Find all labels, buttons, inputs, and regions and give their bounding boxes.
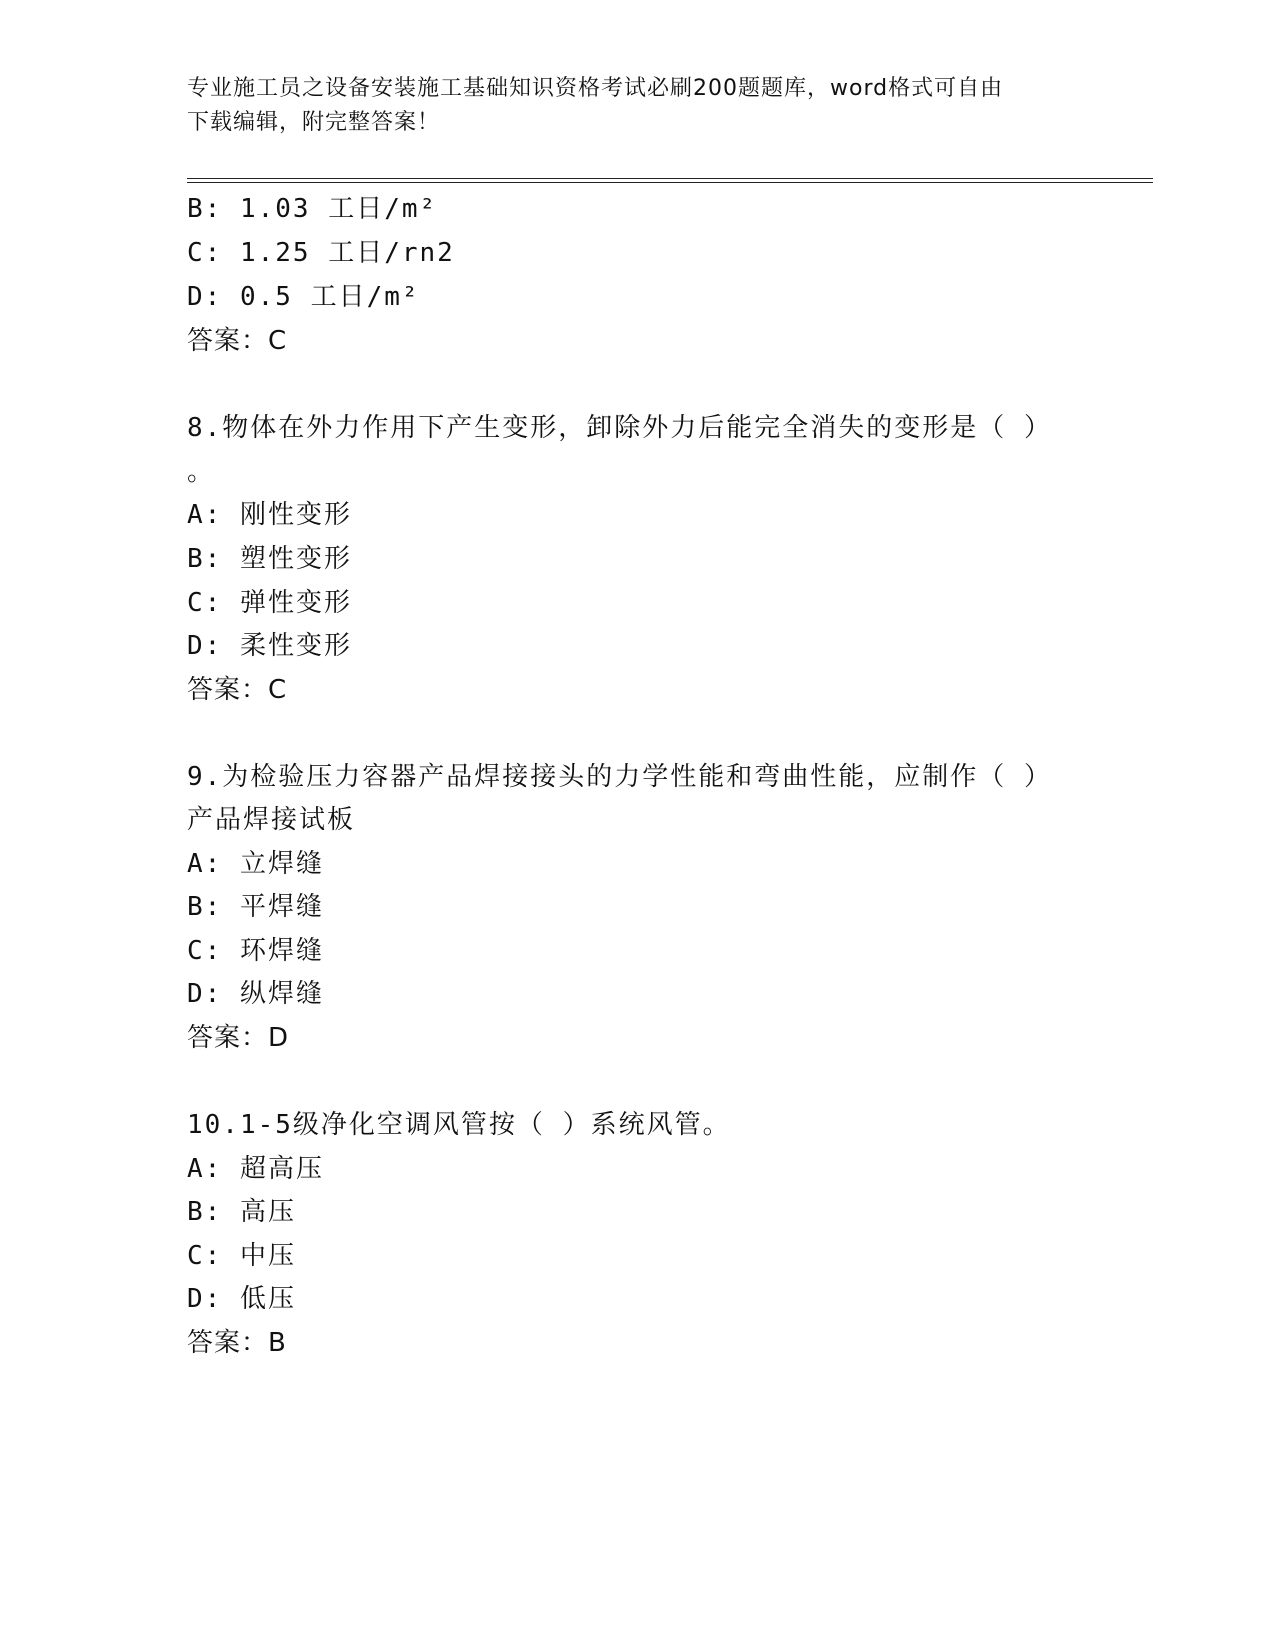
q10-answer: 答案：B — [187, 1328, 287, 1358]
q8-option-a: A: 刚性变形 — [187, 500, 352, 530]
q8-option-c: C: 弹性变形 — [187, 588, 352, 618]
q9-answer: 答案：D — [187, 1023, 290, 1053]
q10-stem: 10.1-5级净化空调风管按（ ）系统风管。 — [187, 1110, 731, 1140]
q8-answer: 答案：C — [187, 675, 288, 705]
q9-option-b: B: 平焊缝 — [187, 892, 324, 922]
q9-stem-line1: 9.为检验压力容器产品焊接接头的力学性能和弯曲性能，应制作（ ） — [187, 762, 1052, 792]
q9-option-c: C: 环焊缝 — [187, 936, 324, 966]
q8-stem-line1: 8.物体在外力作用下产生变形，卸除外力后能完全消失的变形是（ ） — [187, 413, 1052, 443]
q7-option-b: B: 1.03 工日/m² — [187, 194, 438, 224]
q8-option-b: B: 塑性变形 — [187, 544, 352, 574]
q8-stem-line2: 。 — [187, 457, 216, 487]
q9-option-d: D: 纵焊缝 — [187, 979, 324, 1009]
q10-option-c: C: 中压 — [187, 1241, 296, 1271]
q7-option-d: D: 0.5 工日/m² — [187, 282, 420, 312]
q10-option-b: B: 高压 — [187, 1197, 296, 1227]
header-title-line1: 专业施工员之设备安装施工基础知识资格考试必刷200题题库，word格式可自由 — [187, 76, 1004, 101]
q9-stem-line2: 产品焊接试板 — [187, 805, 356, 835]
q10-option-d: D: 低压 — [187, 1284, 296, 1314]
q10-option-a: A: 超高压 — [187, 1154, 324, 1184]
q9-option-a: A: 立焊缝 — [187, 849, 324, 879]
header-title-line2: 下载编辑，附完整答案！ — [187, 110, 441, 135]
q8-option-d: D: 柔性变形 — [187, 631, 352, 661]
header-divider-bottom — [187, 182, 1153, 183]
header-divider-top — [187, 178, 1153, 179]
document-header — [187, 72, 1067, 140]
q7-option-c: C: 1.25 工日/rn2 — [187, 238, 455, 268]
q7-answer: 答案：C — [187, 326, 288, 356]
